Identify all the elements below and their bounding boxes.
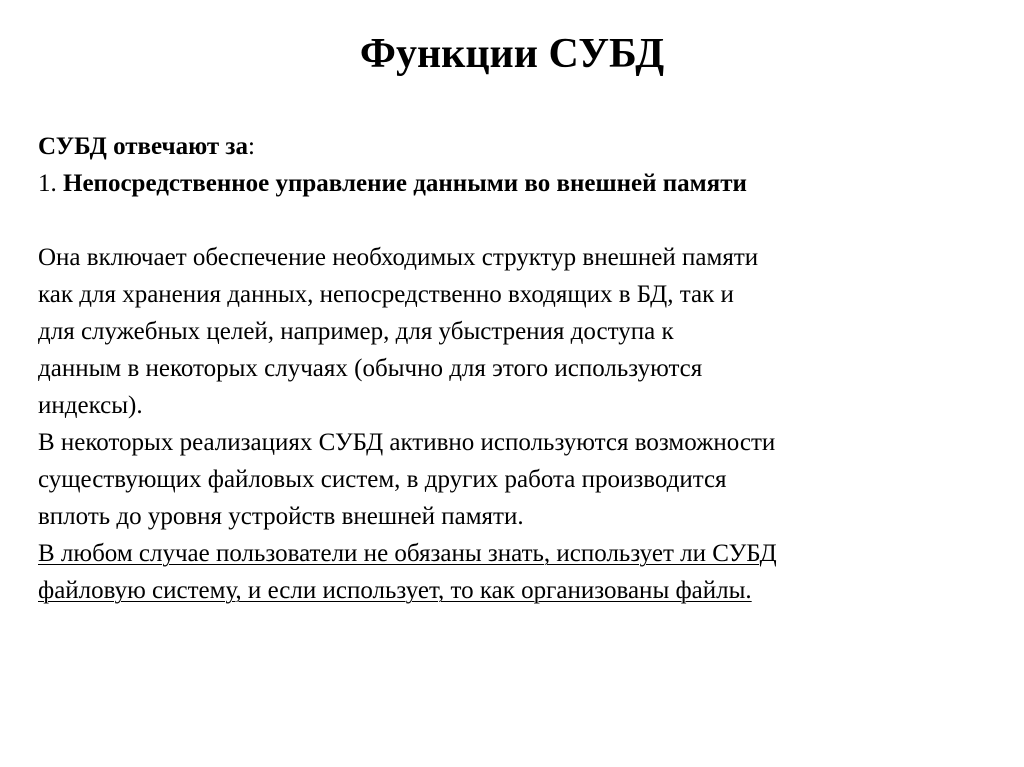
intro-item-number: 1.	[38, 170, 63, 197]
paragraph-line: В некоторых реализациях СУБД активно используются возможности	[38, 429, 776, 456]
paragraph-file-systems	[38, 424, 988, 535]
paragraph-line: индексы).	[38, 392, 143, 419]
paragraph-line: для служебных целей, например, для убыстрения доступа к	[38, 318, 674, 345]
spacer	[38, 202, 988, 239]
slide-title: Функции СУБД	[359, 31, 665, 77]
intro-item-text: Непосредственное управление данными во внешней памяти	[63, 170, 747, 197]
paragraph-line: В любом случае пользователи не обязаны знать, использует ли СУБД	[38, 540, 777, 567]
intro-heading-suffix: :	[247, 133, 255, 160]
intro-item	[38, 165, 988, 202]
paragraph-line: вплоть до уровня устройств внешней памяти.	[38, 503, 524, 530]
paragraph-line: данным в некоторых случаях (обычно для этого используются	[38, 355, 703, 382]
intro-heading	[38, 128, 988, 165]
paragraph-storage-structures	[38, 239, 988, 424]
paragraph-line: файловую систему, и если использует, то как организованы файлы.	[38, 577, 752, 604]
paragraph-line: Она включает обеспечение необходимых структур внешней памяти	[38, 244, 759, 271]
intro-heading-bold: СУБД отвечают за	[38, 133, 248, 160]
paragraph-line: как для хранения данных, непосредственно входящих в БД, так и	[38, 281, 734, 308]
slide-content	[38, 128, 988, 609]
paragraph-users-note	[38, 535, 988, 609]
paragraph-line: существующих файловых систем, в других работа производится	[38, 466, 727, 493]
